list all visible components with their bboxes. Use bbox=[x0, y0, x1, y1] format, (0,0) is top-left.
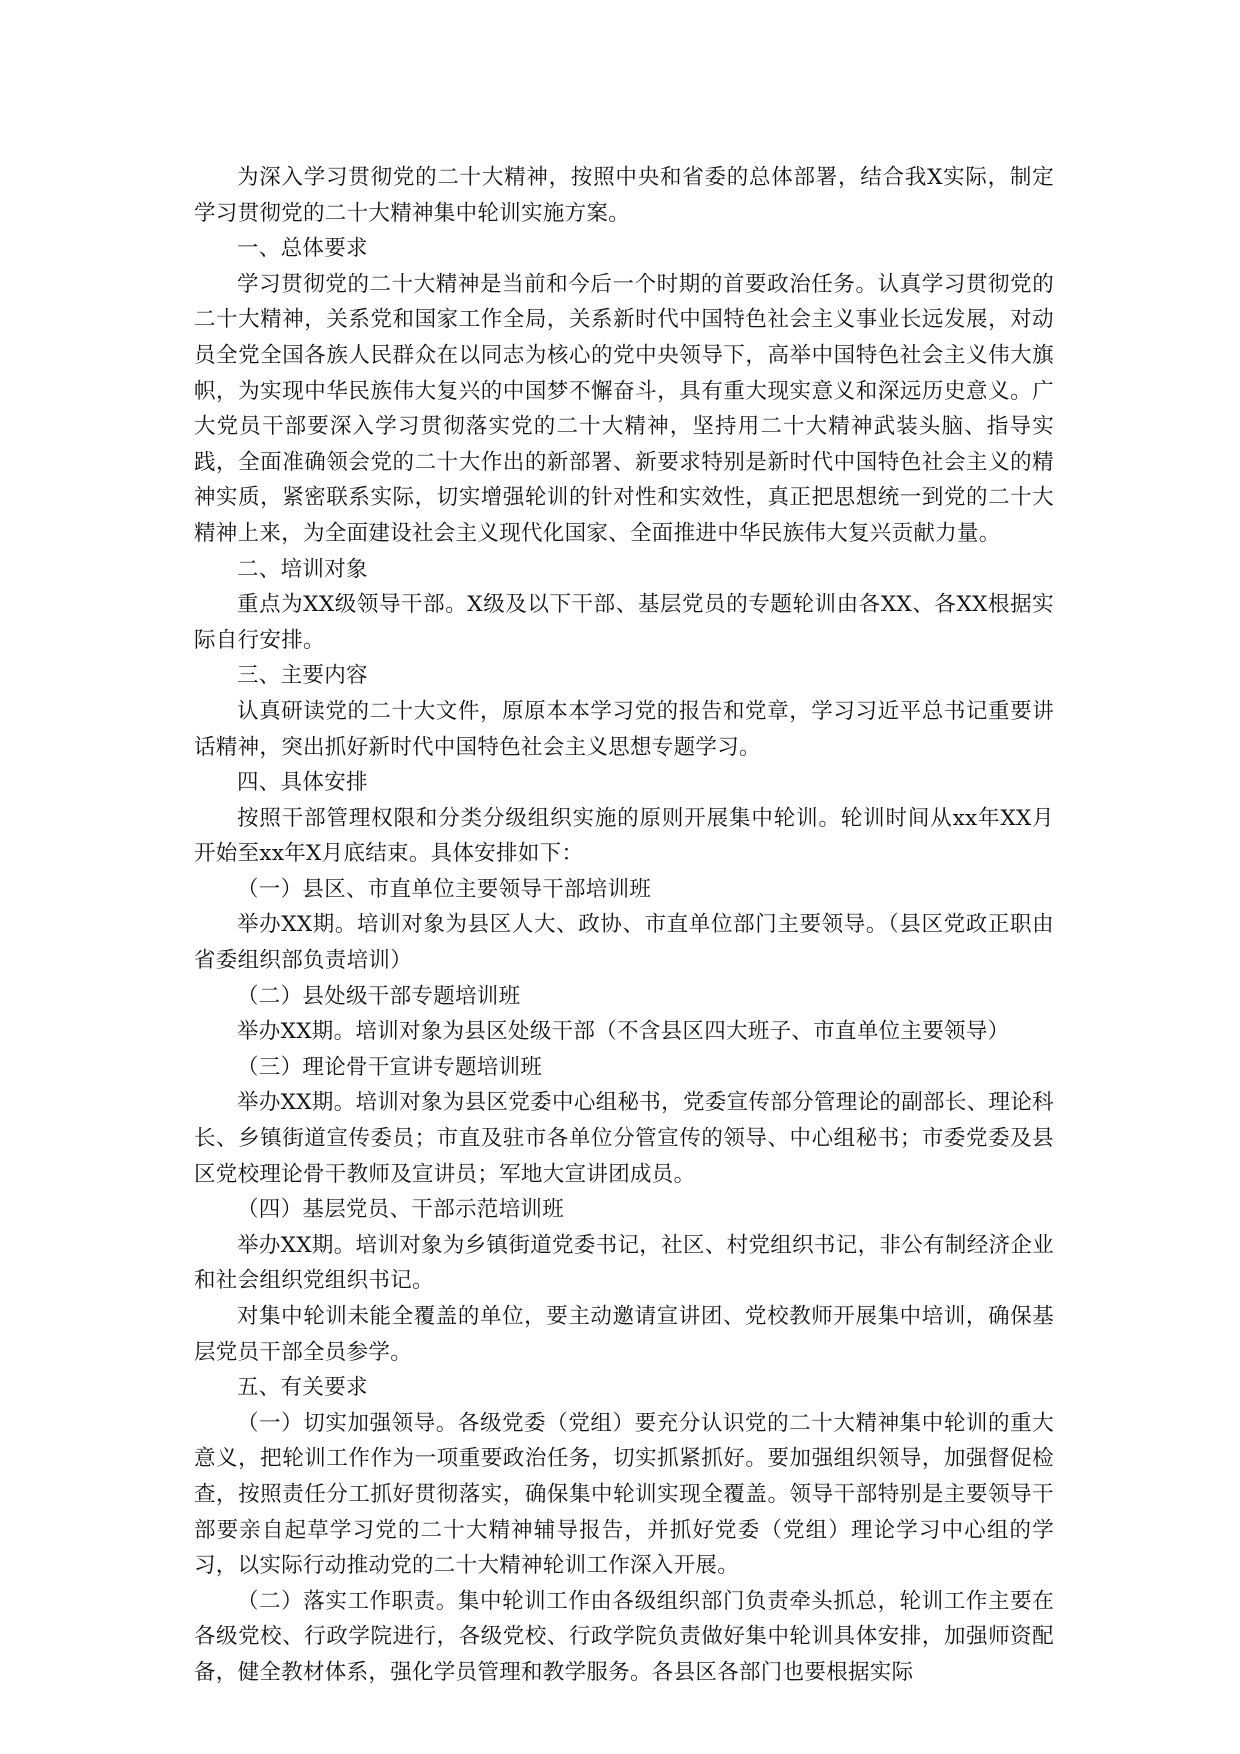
leaders-class-paragraph: 举办XX期。培训对象为县区人大、政协、市直单位部门主要领导。（县区党政正职由省委组织部负责培训） bbox=[194, 912, 1054, 974]
subsection-heading-leaders-class: （一）县区、市直单位主要领导干部培训班 bbox=[237, 876, 652, 902]
main-content-paragraph: 认真研读党的二十大文件，原原本本学习党的报告和党章，学习习近平总书记重要讲话精神，突出抓好新时代中国特色社会主义思想专题学习。 bbox=[194, 698, 1054, 760]
subsection-heading-county-cadres-class: （二）县处级干部专题培训班 bbox=[237, 983, 521, 1009]
section-heading-requirements: 五、有关要求 bbox=[237, 1375, 368, 1401]
arrangements-closing-paragraph: 对集中轮训未能全覆盖的单位，要主动邀请宣讲团、党校教师开展集中培训，确保基层党员干部全员参学。 bbox=[194, 1304, 1054, 1365]
requirements-item-responsibilities: （二）落实工作职责。集中轮训工作由各级组织部门负责牵头抓总，轮训工作主要在各级党校、行政学院进行，各级党校、行政学院负责做好集中轮训具体安排，加强师资配备，健全教材体系，强化学员管理和教学服务。各县区各部门也要根据实际 bbox=[194, 1588, 1054, 1685]
general-requirements-paragraph: 学习贯彻党的二十大精神是当前和今后一个时期的首要政治任务。认真学习贯彻党的二十大精神，关系党和国家工作全局，关系新时代中国特色社会主义事业长远发展，对动员全党全国各族人民群众在以同志为核心的党中央领导下，高举中国特色社会主义伟大旗帜，为实现中华民族伟大复兴的中国梦不懈奋斗，具有重大现实意义和深远历史意义。广大党员干部要深入学习贯彻落实党的二十大精神，坚持用二十大精神武装头脑、指导实践，全面准确领会党的二十大作出的新部署、新要求特别是新时代中国特色社会主义的精神实质，紧密联系实际，切实增强轮训的针对性和实效性，真正把思想统一到党的二十大精神上来，为全面建设社会主义现代化国家、全面推进中华民族伟大复兴贡献力量。 bbox=[194, 271, 1054, 546]
theory-class-paragraph: 举办XX期。培训对象为县区党委中心组秘书，党委宣传部分管理论的副部长、理论科长、乡镇街道宣传委员；市直及驻市各单位分管宣传的领导、中心组秘书；市委党委及县区党校理论骨干教师及宣讲员；军地大宣讲团成员。 bbox=[194, 1090, 1054, 1187]
county-cadres-class-paragraph: 举办XX期。培训对象为县区处级干部（不含县区四大班子、市直单位主要领导） bbox=[237, 1019, 1010, 1045]
requirements-item-leadership: （一）切实加强领导。各级党委（党组）要充分认识党的二十大精神集中轮训的重大意义，把轮训工作作为一项重要政治任务，切实抓紧抓好。要加强组织领导，加强督促检查，按照责任分工抓好贯彻落实，确保集中轮训实现全覆盖。领导干部特别是主要领导干部要亲自起草学习党的二十大精神辅导报告，并抓好党委（党组）理论学习中心组的学习，以实际行动推动党的二十大精神轮训工作深入开展。 bbox=[194, 1410, 1054, 1579]
section-heading-training-targets: 二、培训对象 bbox=[237, 556, 368, 582]
section-heading-main-content: 三、主要内容 bbox=[237, 663, 368, 689]
intro-paragraph: 为深入学习贯彻党的二十大精神，按照中央和省委的总体部署，结合我X实际，制定学习贯彻党的二十大精神集中轮训实施方案。 bbox=[194, 165, 1054, 226]
grassroots-class-paragraph: 举办XX期。培训对象为乡镇街道党委书记，社区、村党组织书记，非公有制经济企业和社会组织党组织书记。 bbox=[194, 1232, 1054, 1294]
document-body bbox=[194, 160, 1054, 1691]
section-heading-arrangements: 四、具体安排 bbox=[237, 770, 368, 796]
subsection-heading-grassroots-class: （四）基层党员、干部示范培训班 bbox=[237, 1197, 565, 1223]
arrangements-paragraph: 按照干部管理权限和分类分级组织实施的原则开展集中轮训。轮训时间从xx年XX月开始至xx年X月底结束。具体安排如下： bbox=[194, 805, 1054, 867]
subsection-heading-theory-class: （三）理论骨干宣讲专题培训班 bbox=[237, 1054, 543, 1080]
training-targets-paragraph: 重点为XX级领导干部。X级及以下干部、基层党员的专题轮训由各XX、各XX根据实际自行安排。 bbox=[194, 592, 1054, 653]
section-heading-general-requirements: 一、总体要求 bbox=[237, 236, 368, 262]
